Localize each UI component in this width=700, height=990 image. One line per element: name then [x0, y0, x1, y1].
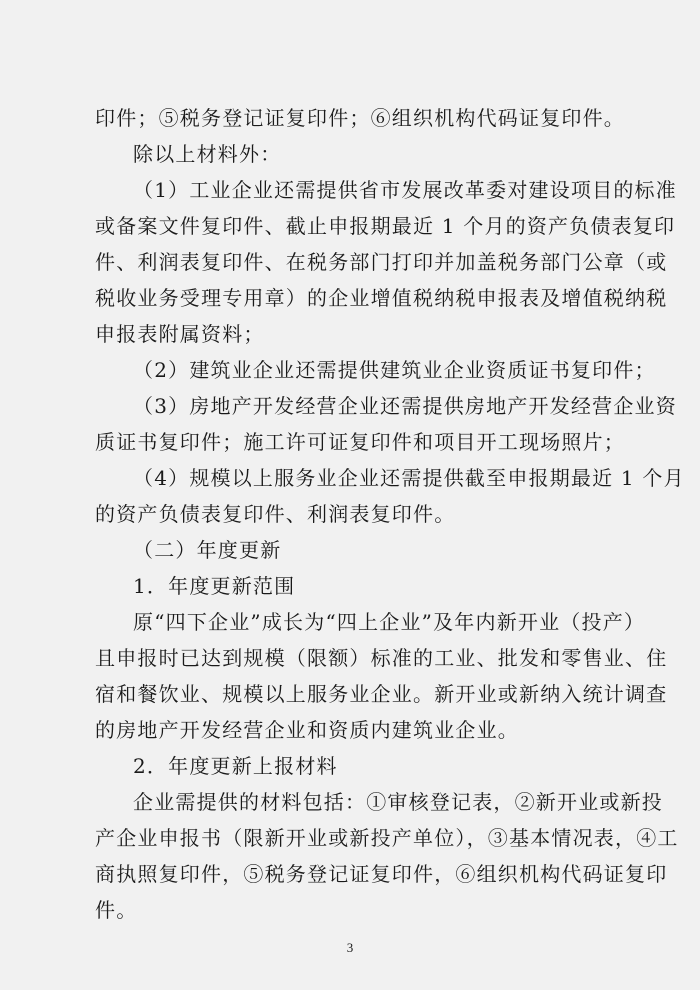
text-line-23: 件。 — [95, 898, 138, 922]
text-line-7: 申报表附属资料； — [95, 322, 265, 346]
text-line-2: 除以上材料外： — [133, 142, 282, 166]
text-line-22: 商执照复印件，⑤税务登记证复印件，⑥组织机构代码证复印 — [95, 862, 668, 886]
text-line-5: 件、利润表复印件、在税务部门打印并加盖税务部门公章（或 — [95, 250, 668, 274]
text-line-16: 且申报时已达到规模（限额）标准的工业、批发和零售业、住 — [95, 646, 668, 670]
text-line-11: （4）规模以上服务业企业还需提供截至申报期最近 1 个月 — [133, 466, 685, 490]
page-number: 3 — [346, 940, 354, 955]
text-line-8: （2）建筑业企业还需提供建筑业企业资质证书复印件； — [133, 358, 656, 382]
text-line-9: （3）房地产开发经营企业还需提供房地产开发经营企业资 — [133, 394, 677, 418]
text-line-20: 企业需提供的材料包括：①审核登记表，②新开业或新投 — [133, 790, 663, 814]
section-heading: （二）年度更新 — [133, 538, 282, 562]
text-line-10: 质证书复印件；施工许可证复印件和项目开工现场照片； — [95, 430, 625, 454]
text-line-12: 的资产负债表复印件、利润表复印件。 — [95, 502, 456, 526]
text-line-21: 产企业申报书（限新开业或新投产单位），③基本情况表，④工 — [95, 826, 679, 850]
text-line-18: 的房地产开发经营企业和资质内建筑业企业。 — [95, 718, 519, 742]
text-line-4: 或备案文件复印件、截止申报期最近 1 个月的资产负债表复印 — [95, 214, 676, 238]
text-line-1: 印件；⑤税务登记证复印件；⑥组织机构代码证复印件。 — [95, 106, 625, 130]
text-line-3: （1）工业企业还需提供省市发展改革委对建设项目的标准 — [133, 178, 677, 202]
text-line-17: 宿和餐饮业、规模以上服务业企业。新开业或新纳入统计调查 — [95, 682, 668, 706]
subsection-heading-2: 2．年度更新上报材料 — [133, 754, 338, 778]
text-line-6: 税收业务受理专用章）的企业增值税纳税申报表及增值税纳税 — [95, 286, 668, 310]
subsection-heading-1: 1．年度更新范围 — [133, 574, 296, 598]
text-line-15: 原“四下企业”成长为“四上企业”及年内新开业（投产） — [133, 610, 646, 634]
